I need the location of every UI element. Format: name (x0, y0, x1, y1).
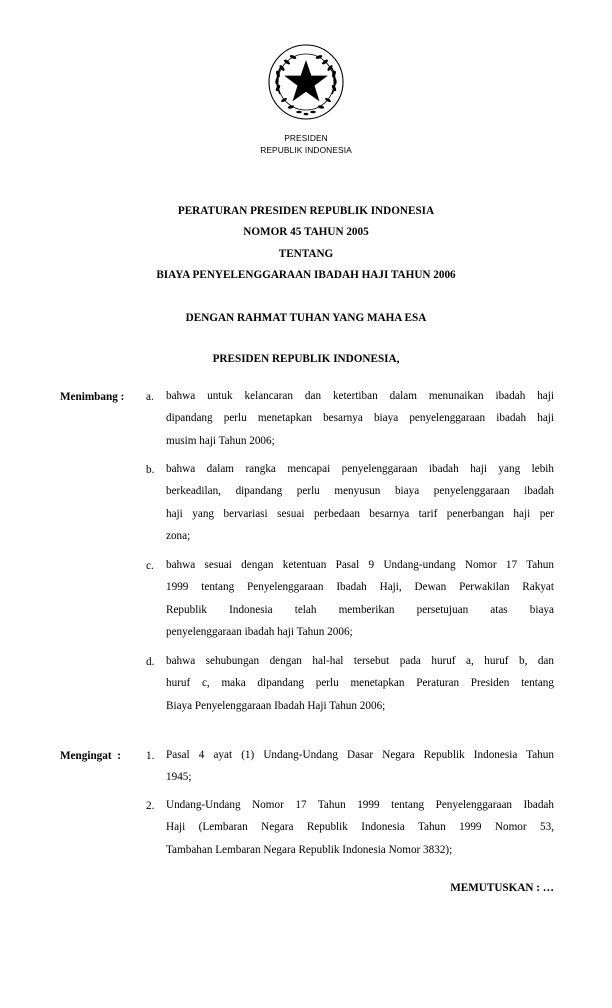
text-line: bahwa sesuai dengan ketentuan Pasal 9 Undang-undang Nomor 17 Tahun (166, 559, 554, 571)
continuation-marker: MEMUTUSKAN : … (450, 882, 554, 894)
text-line: penyelenggaraan ibadah haji Tahun 2006; (166, 626, 353, 639)
regulation-about: TENTANG (278, 248, 334, 260)
text-line: musim haji Tahun 2006; (166, 434, 275, 447)
menimbang-marker-c: c. (146, 560, 154, 572)
menimbang-item-c (166, 554, 554, 644)
text-line: Republik Indonesia telah memberikan persetujuan atas biaya (166, 603, 554, 616)
mengingat-label: Mengingat : (60, 750, 121, 762)
mengingat-marker-2: 2. (146, 800, 155, 812)
menimbang-label: Menimbang : (60, 391, 125, 403)
text-line: Pasal 4 ayat (1) Undang-Undang Dasar Negara Republik Indonesia Tahun (166, 749, 554, 761)
text-line: 1945; (166, 771, 192, 784)
garuda-star-emblem-icon (266, 42, 346, 122)
header-republic-label: REPUBLIK INDONESIA (260, 145, 352, 155)
menimbang-item-b (166, 458, 554, 548)
preamble: DENGAN RAHMAT TUHAN YANG MAHA ESA (185, 312, 427, 324)
text-line: Undang-Undang Nomor 17 Tahun 1999 tentang Penyelenggaraan Ibadah (166, 799, 554, 811)
text-line: Biaya Penyelenggaraan Ibadah Haji Tahun 2006; (166, 699, 386, 712)
regulation-subject: BIAYA PENYELENGGARAAN IBADAH HAJI TAHUN 2006 (156, 269, 456, 281)
text-line: huruf c, maka dipandang perlu menetapkan Peraturan Presiden tentang (166, 677, 554, 690)
mengingat-marker-1: 1. (146, 750, 155, 762)
header-president-label: PRESIDEN (284, 133, 328, 143)
text-line: berkeadilan, dipandang perlu menyusun biaya penyelenggaraan ibadah (166, 485, 554, 498)
regulation-number: NOMOR 45 TAHUN 2005 (243, 226, 369, 238)
text-line: haji yang bervariasi sesuai perbedaan besarnya tarif penerbangan haji per (166, 507, 554, 520)
menimbang-marker-d: d. (146, 656, 155, 668)
president-heading: PRESIDEN REPUBLIK INDONESIA, (212, 353, 400, 365)
text-line: zona; (166, 530, 191, 543)
text-line: 1999 tentang Penyelenggaraan Ibadah Haji, Dewan Perwakilan Rakyat (166, 581, 554, 594)
menimbang-marker-b: b. (146, 464, 155, 476)
text-line: bahwa untuk kelancaran dan ketertiban dalam menunaikan ibadah haji (166, 390, 554, 402)
mengingat-item-2 (166, 794, 554, 861)
mengingat-item-1 (166, 744, 554, 789)
menimbang-marker-a: a. (146, 391, 154, 403)
text-line: Haji (Lembaran Negara Republik Indonesia Tahun 1999 Nomor 53, (166, 821, 554, 834)
text-line: bahwa dalam rangka mencapai penyelenggaraan ibadah haji yang lebih (166, 463, 554, 475)
menimbang-item-d (166, 650, 554, 717)
text-line: Tambahan Lembaran Negara Republik Indonesia Nomor 3832); (166, 843, 453, 856)
regulation-title: PERATURAN PRESIDEN REPUBLIK INDONESIA (177, 205, 435, 217)
menimbang-item-a (166, 385, 554, 452)
text-line: dipandang perlu menetapkan besarnya biaya penyelenggaraan ibadah haji (166, 412, 554, 425)
text-line: bahwa sehubungan dengan hal-hal tersebut pada huruf a, huruf b, dan (166, 655, 554, 667)
